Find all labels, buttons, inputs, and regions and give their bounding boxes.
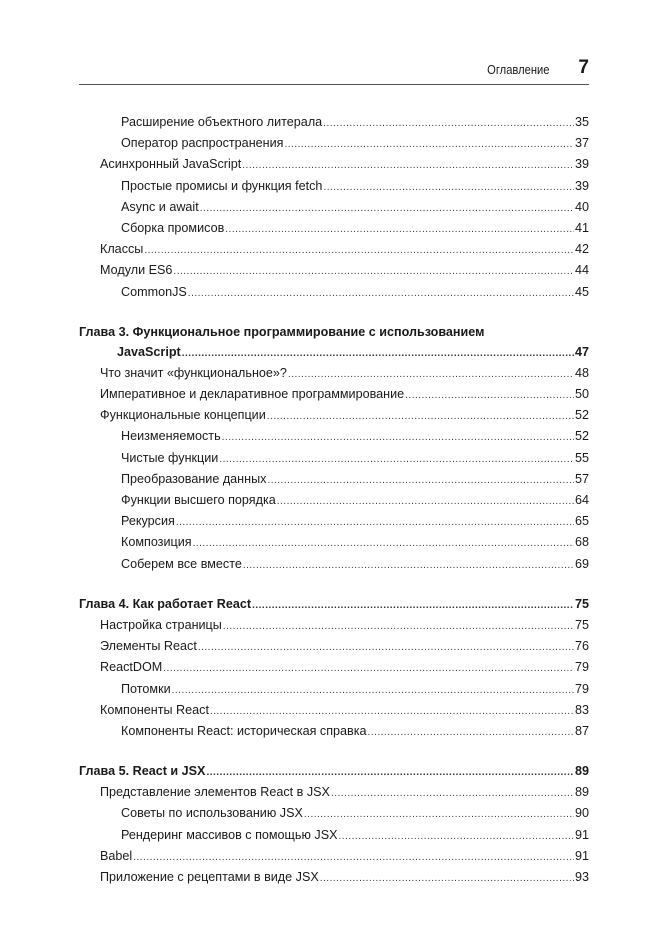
toc-entry-page: 75 [574, 617, 589, 632]
chapter-title: Глава 4. Как работает React [79, 596, 252, 611]
toc-entry[interactable] [79, 532, 589, 553]
toc-entry[interactable] [79, 469, 589, 490]
toc-entry-label: Async и await [121, 199, 199, 214]
leader-dots [163, 658, 574, 679]
toc-entry-page: 89 [574, 785, 589, 800]
toc-entry-label: Классы [100, 242, 144, 257]
toc-chapter-5 [79, 761, 589, 782]
leader-dots [267, 470, 574, 491]
toc-entry-page: 79 [574, 681, 589, 696]
toc-entry-label: Советы по использованию JSX [121, 806, 303, 821]
toc-entry-page: 39 [574, 157, 589, 172]
leader-dots [320, 868, 574, 889]
toc-entry-label: CommonJS [121, 284, 187, 299]
toc-entry-page: 50 [574, 387, 589, 402]
toc-entry-label: Компоненты React [100, 702, 209, 717]
running-head-section: Оглавление [486, 62, 549, 77]
toc-chapter-3-items [79, 363, 589, 575]
toc-entry[interactable] [79, 803, 589, 824]
toc-entry-label: Приложение с рецептами в виде JSX [100, 870, 319, 884]
leader-dots [173, 261, 574, 282]
leader-dots [172, 680, 574, 701]
toc-entry[interactable] [79, 846, 589, 867]
toc-entry-page: 44 [574, 263, 589, 278]
leader-dots [200, 198, 574, 219]
toc-entry-label: Компоненты React: историческая справка [121, 723, 367, 738]
toc-entry-label: Чистые функции [121, 450, 219, 465]
header-rule [79, 84, 589, 85]
toc-entry[interactable] [79, 636, 589, 657]
toc-entry-page: 76 [574, 639, 589, 654]
toc-entry-page: 52 [574, 408, 589, 423]
toc-entry-page: 37 [574, 136, 589, 151]
toc-entry[interactable] [79, 782, 589, 803]
toc-entry-label: Рекурсия [121, 514, 175, 529]
toc-entry[interactable] [79, 679, 589, 700]
chapter-page: 47 [574, 344, 589, 359]
toc-entry-label: Рендеринг массивов с помощью JSX [121, 827, 338, 842]
toc-entry[interactable] [79, 511, 589, 532]
leader-dots [210, 701, 574, 722]
toc-entry[interactable] [79, 657, 589, 678]
leader-dots [288, 364, 574, 385]
leader-dots [223, 616, 574, 637]
toc-entry-label: Оператор распространения [121, 136, 284, 151]
toc-entry[interactable] [79, 615, 589, 636]
leader-dots [331, 783, 574, 804]
toc-entry[interactable] [79, 721, 589, 742]
leader-dots [242, 155, 574, 176]
toc-entry-label: Функции высшего порядка [121, 493, 276, 507]
leader-dots [368, 722, 574, 743]
leader-dots [323, 113, 574, 134]
toc-entry-page: 64 [574, 493, 589, 507]
toc-entry[interactable] [79, 825, 589, 846]
toc-entry-page: 41 [574, 220, 589, 235]
toc-entry[interactable] [79, 218, 589, 239]
leader-dots [267, 406, 574, 427]
toc-entry-label: Неизменяемость [121, 429, 221, 444]
toc-entry-label: Элементы React [100, 639, 197, 654]
spacer [79, 575, 589, 594]
toc-entry-page: 39 [574, 178, 589, 193]
toc-entry-page: 57 [574, 471, 589, 486]
toc-entry-label: Композиция [121, 535, 192, 550]
leader-dots [144, 240, 574, 261]
leader-dots [188, 283, 574, 304]
toc-entry-page: 65 [574, 514, 589, 529]
toc-entry-label: Асинхронный JavaScript [100, 157, 242, 172]
leader-dots [133, 847, 574, 868]
page-header [79, 52, 589, 82]
spacer [79, 303, 589, 322]
toc-entry[interactable] [79, 176, 589, 197]
leader-dots [405, 385, 574, 406]
toc-entry-label: ReactDOM [100, 660, 163, 675]
toc-entry[interactable] [79, 554, 589, 575]
toc-entry[interactable] [79, 197, 589, 218]
leader-dots [304, 804, 574, 825]
leader-dots [339, 826, 574, 847]
toc-entry-label: Что значит «функциональное»? [100, 365, 287, 380]
toc-entry-label: Простые промисы и функция fetch [121, 178, 323, 193]
toc-chapter-entry[interactable] [79, 594, 589, 615]
leader-dots [323, 177, 574, 198]
leader-dots [225, 219, 574, 240]
toc-entry-label: Функциональные концепции [100, 408, 266, 423]
leader-dots [206, 762, 574, 783]
toc-entry[interactable] [79, 384, 589, 405]
toc-entry[interactable] [79, 239, 589, 260]
chapter-page: 89 [574, 764, 589, 779]
toc-entry-page: 55 [574, 450, 589, 465]
leader-dots [284, 134, 574, 155]
leader-dots [198, 637, 574, 658]
toc-entry-page: 48 [574, 365, 589, 380]
leader-dots [219, 449, 574, 470]
toc-entry-page: 45 [574, 284, 589, 299]
page-number: 7 [578, 57, 589, 78]
toc-entry-page: 93 [574, 870, 589, 884]
leader-dots [243, 555, 574, 576]
toc-entry[interactable] [79, 448, 589, 469]
toc-entry[interactable] [79, 405, 589, 426]
toc-entry-label: Настройка страницы [100, 617, 222, 632]
toc-entry-label: Babel [100, 848, 133, 863]
leader-dots [182, 343, 574, 364]
toc-entry-label: Сборка промисов [121, 220, 225, 235]
toc-chapter-3 [79, 322, 589, 363]
toc-entry[interactable] [79, 260, 589, 281]
toc-entry[interactable] [79, 426, 589, 447]
spacer [79, 742, 589, 761]
toc-block-1 [79, 112, 589, 303]
toc-entry-label: Расширение объектного литерала [121, 115, 323, 129]
toc-entry-page: 79 [574, 660, 589, 675]
leader-dots [176, 512, 574, 533]
toc-chapter-entry[interactable] [79, 761, 589, 782]
toc-entry[interactable] [79, 154, 589, 175]
toc-entry-label: Императивное и декларативное программирование [100, 387, 405, 402]
chapter-title: Глава 5. React и JSX [79, 764, 206, 779]
toc-chapter-4-items [79, 615, 589, 742]
leader-dots [252, 595, 574, 616]
toc-entry[interactable] [79, 363, 589, 384]
toc-entry[interactable] [79, 133, 589, 154]
toc-entry[interactable] [79, 490, 589, 511]
toc-chapter-4 [79, 594, 589, 615]
table-of-contents [79, 112, 589, 888]
toc-entry-page: 40 [574, 199, 589, 214]
chapter-page: 75 [574, 596, 589, 611]
toc-entry-page: 90 [574, 806, 589, 821]
toc-entry[interactable] [79, 700, 589, 721]
chapter-title[interactable]: Глава 3. Функциональное программирование с использованием [79, 324, 485, 339]
toc-chapter-5-items [79, 782, 589, 888]
toc-entry-label: Преобразование данных [121, 471, 267, 486]
toc-entry-label: Потомки [121, 681, 171, 696]
toc-chapter-entry[interactable] [79, 342, 589, 363]
toc-entry-label: Соберем все вместе [121, 556, 242, 571]
toc-entry-label: Представление элементов React в JSX [100, 785, 330, 800]
leader-dots [277, 491, 574, 512]
leader-dots [222, 427, 574, 448]
chapter-title-cont: JavaScript [117, 344, 181, 359]
toc-entry[interactable] [79, 282, 589, 303]
leader-dots [193, 533, 574, 554]
toc-entry-page: 69 [574, 556, 589, 571]
toc-entry-page: 91 [574, 848, 589, 863]
toc-entry-page: 52 [574, 429, 589, 444]
toc-entry-label: Модули ES6 [100, 263, 173, 278]
toc-entry-page: 35 [574, 115, 589, 129]
toc-entry[interactable] [79, 112, 589, 133]
toc-entry-page: 68 [574, 535, 589, 550]
toc-entry-page: 91 [574, 827, 589, 842]
toc-entry[interactable] [79, 867, 589, 888]
toc-entry-page: 42 [574, 242, 589, 257]
toc-entry-page: 83 [574, 702, 589, 717]
toc-entry-page: 87 [574, 723, 589, 738]
